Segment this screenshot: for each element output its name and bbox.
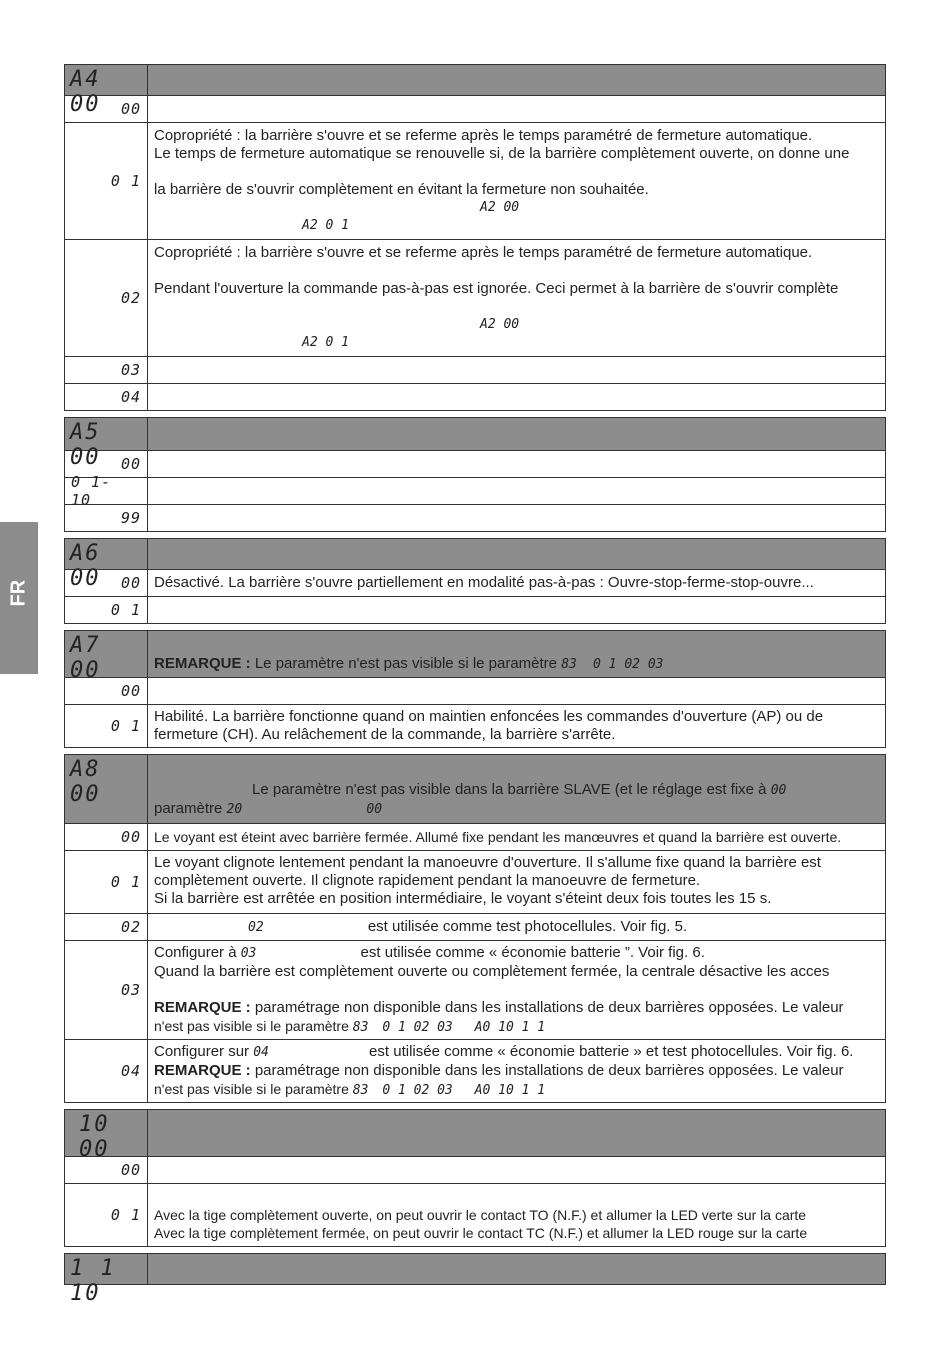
param-code: A8 00 <box>65 755 148 823</box>
option-code: 03 <box>65 357 148 383</box>
inline-code: 0 1 02 03 <box>593 657 664 672</box>
option-code: 0 1 <box>65 123 148 239</box>
option-row <box>65 1183 885 1246</box>
option-code: 04 <box>65 1040 148 1102</box>
param-header-a8 <box>65 755 885 823</box>
option-row <box>65 356 885 383</box>
option-code: 0 1- 10 <box>65 478 148 504</box>
remark-label: REMARQUE : <box>154 1062 251 1079</box>
inline-code: 83 <box>352 1083 369 1098</box>
remark-text: n'est pas visible si le paramètre <box>154 1018 349 1034</box>
option-code: 00 <box>65 678 148 704</box>
option-row <box>65 122 885 239</box>
option-code: 00 <box>65 96 148 122</box>
param-code: A7 00 <box>65 631 148 677</box>
inline-code: A2 0 1 <box>302 335 349 350</box>
desc-line: Configurer sur <box>154 1043 250 1060</box>
inline-code: 0 1 02 03 <box>382 1083 453 1098</box>
desc-line: Quand la barrière est complètement ouverte ou complètement fermée, la centrale désactive les acces <box>154 963 830 980</box>
language-tab-label: FR <box>7 579 30 607</box>
inline-code: A2 00 <box>480 317 520 332</box>
option-row <box>65 677 885 704</box>
desc-line: Copropriété : la barrière s'ouvre et se referme après le temps paramétré de fermeture automatique. <box>154 244 813 261</box>
param-code: A4 00 <box>65 65 148 95</box>
option-row <box>65 823 885 850</box>
option-code: 99 <box>65 505 148 531</box>
param-block-a4 <box>64 64 886 411</box>
option-row <box>65 473 885 509</box>
inline-code: 0 1 02 03 <box>382 1020 453 1035</box>
param-block-a5 <box>64 417 886 532</box>
param-header-11 <box>65 1254 885 1306</box>
option-row <box>65 383 885 410</box>
inline-code: 00 <box>770 783 787 798</box>
option-row <box>65 940 885 1039</box>
option-code: 00 <box>65 824 148 850</box>
inline-code: 83 <box>561 657 577 672</box>
option-code: 0 1 <box>65 597 148 623</box>
inline-code: A0 10 1 1 <box>474 1020 546 1035</box>
remark-label: REMARQUE : <box>154 999 251 1016</box>
language-side-tab <box>0 522 38 674</box>
option-row <box>65 504 885 531</box>
option-row <box>65 704 885 747</box>
remark-text: paramétrage non disponible dans les installations de deux barrières opposées. Le valeur <box>254 1062 844 1079</box>
option-code: 00 <box>65 451 148 477</box>
desc-line: est utilisée comme « économie batterie » et test photocellules. Voir fig. 6. <box>369 1043 854 1060</box>
param-code: A6 00 <box>65 539 148 569</box>
option-row <box>65 850 885 913</box>
desc-line: Le temps de fermeture automatique se renouvelle si, de la barrière complètement ouverte, on donne une <box>154 145 850 162</box>
desc-line: Le voyant clignote lentement pendant la manoeuvre d'ouverture. Il s'allume fixe quand la barrière est <box>154 854 821 871</box>
param-block-a8 <box>64 754 886 1103</box>
option-code: 0 1 <box>65 851 148 913</box>
option-row <box>65 450 885 477</box>
desc-line: la barrière de s'ouvrir complètement en évitant la fermeture non souhaitée. <box>154 181 649 198</box>
option-row <box>65 1039 885 1102</box>
desc-line: Avec la tige complètement fermée, on peut ouvrir le contact TC (N.F.) et allumer la LED rouge sur la carte <box>154 1225 808 1241</box>
option-code: 04 <box>65 384 148 410</box>
param-code: 10 00 <box>65 1110 148 1156</box>
option-row <box>65 596 885 623</box>
desc-line: est utilisée comme test photocellules. Voir fig. 5. <box>367 918 688 935</box>
inline-code: A2 0 1 <box>302 218 349 233</box>
option-row <box>65 95 885 122</box>
param-header-a7 <box>65 631 885 683</box>
desc-line: Avec la tige complètement ouverte, on peut ouvrir le contact TO (N.F.) et allumer la LED verte sur la carte <box>154 1207 807 1223</box>
option-code: 02 <box>65 914 148 940</box>
option-code: 03 <box>65 941 148 1039</box>
remark-label: REMARQUE : <box>154 655 251 672</box>
parameter-document <box>64 64 886 1306</box>
param-block-a6 <box>64 538 886 624</box>
option-code: 00 <box>65 570 148 596</box>
desc-line: complètement ouverte. Il clignote rapidement pendant la manoeuvre de fermeture. <box>154 872 701 889</box>
inline-code: A0 10 1 1 <box>474 1083 546 1098</box>
param-block-10 <box>64 1109 886 1247</box>
param-header-a4 <box>65 65 885 117</box>
remark-text: Le paramètre n'est pas visible dans la barrière SLAVE (et le réglage est fixe à <box>252 781 767 798</box>
param-header-a5 <box>65 418 885 470</box>
inline-code: A2 00 <box>480 200 520 215</box>
option-code: 00 <box>65 1157 148 1183</box>
param-code: A5 00 <box>65 418 148 450</box>
desc-line: Copropriété : la barrière s'ouvre et se referme après le temps paramétré de fermeture automatique. <box>154 127 813 144</box>
remark-text: n'est pas visible si le paramètre <box>154 1081 349 1097</box>
param-code: 1 1 10 <box>65 1254 148 1284</box>
desc-line: Pendant l'ouverture la commande pas-à-pas est ignorée. Ceci permet à la barrière de s'ouvrir complète <box>154 280 839 297</box>
param-block-11 <box>64 1253 886 1306</box>
inline-code: 20 <box>226 802 243 817</box>
desc-line: Le voyant est éteint avec barrière fermée. Allumé fixe pendant les manœuvres et quand la barrière est ouverte. <box>154 829 842 845</box>
option-row <box>65 1156 885 1183</box>
desc-line: Si la barrière est arrêtée en position intermédiaire, le voyant s'éteint deux fois toutes les 15 s. <box>154 890 772 907</box>
param-block-a7 <box>64 630 886 748</box>
desc-line: est utilisée comme « économie batterie ”. Voir fig. 6. <box>360 944 705 961</box>
inline-code: 04 <box>253 1045 269 1060</box>
inline-code: 00 <box>366 802 383 817</box>
remark-text: paramétrage non disponible dans les installations de deux barrières opposées. Le valeur <box>254 999 844 1016</box>
option-row <box>65 913 885 940</box>
option-row <box>65 569 885 596</box>
inline-code: 03 <box>240 946 257 961</box>
desc-line: Habilité. La barrière fonctionne quand on maintien enfoncées les commandes d'ouverture (AP) ou de <box>154 708 824 725</box>
remark-text: paramètre <box>154 800 223 817</box>
option-code: 0 1 <box>65 705 148 747</box>
option-code: 0 1 <box>65 1184 148 1246</box>
remark-text: Le paramètre n'est pas visible si le paramètre <box>254 655 558 672</box>
param-header-10 <box>65 1110 885 1162</box>
option-code: 02 <box>65 240 148 356</box>
desc-line: fermeture (CH). Au relâchement de la commande, la barrière s'arrête. <box>154 726 616 743</box>
desc-line: Configurer à <box>154 944 237 961</box>
desc-line: Désactivé. La barrière s'ouvre partiellement en modalité pas-à-pas : Ouvre-stop-ferme-stop-ouvre... <box>154 574 814 591</box>
inline-code: 83 <box>352 1020 369 1035</box>
inline-code: 02 <box>248 920 264 935</box>
option-row <box>65 239 885 356</box>
